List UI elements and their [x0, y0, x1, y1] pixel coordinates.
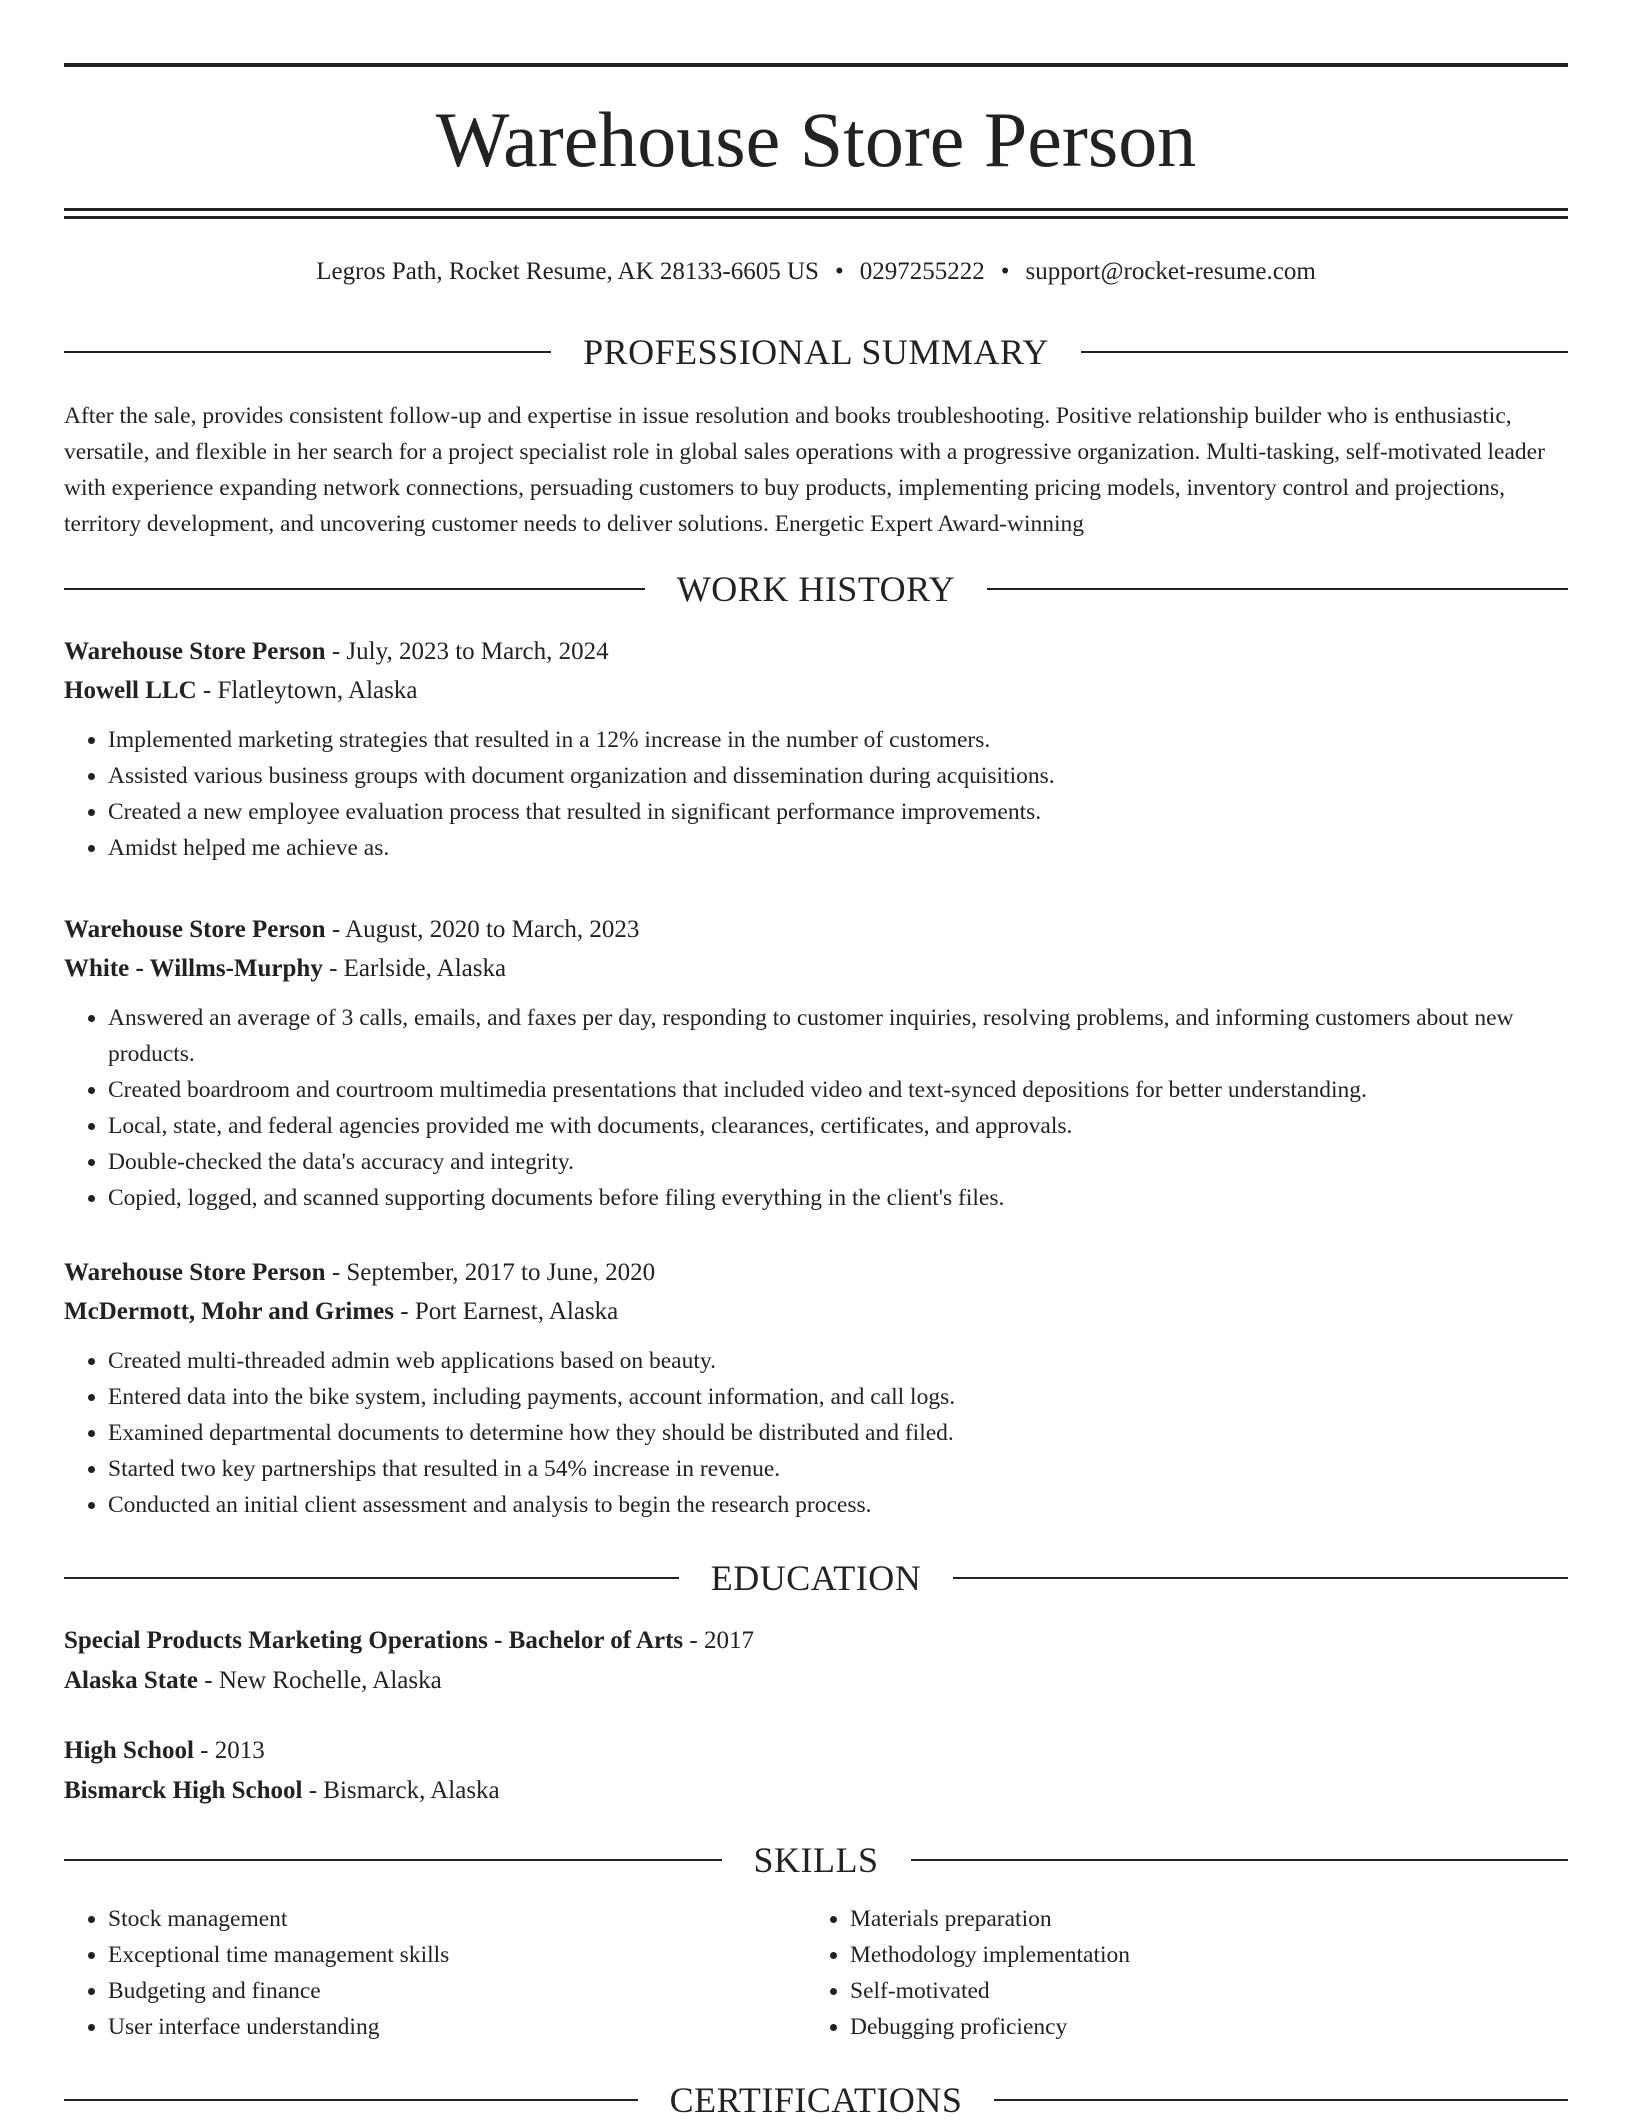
job-bullet: • Created multi-threaded admin web applications based on beauty. — [108, 1343, 1568, 1379]
skill-item: • Stock management — [108, 1901, 806, 1937]
job-bullet: • Started two key partnerships that resulted in a 54% increase in revenue. — [108, 1451, 1568, 1487]
education-school-line — [64, 1661, 1568, 1701]
job-title: Warehouse Store Person — [64, 638, 326, 665]
job-company-line — [64, 949, 1568, 988]
section-rule — [64, 588, 645, 590]
job-bullet: • Created boardroom and courtroom multimedia presentations that included video and text-synced depositions for better understanding. — [108, 1072, 1568, 1108]
job-company-line — [64, 1292, 1568, 1331]
job-bullets — [64, 1000, 1568, 1216]
title-rule-upper — [64, 208, 1568, 211]
skills-column-right — [806, 1901, 1548, 2045]
education-year: - 2013 — [193, 1737, 265, 1764]
resume-title: Warehouse Store Person — [435, 96, 1197, 183]
section-rule — [953, 1577, 1568, 1579]
section-skills — [64, 1838, 1568, 1882]
job-bullet: • Conducted an initial client assessment and analysis to begin the research process. — [108, 1487, 1568, 1523]
job-company: White - Willms-Murphy — [64, 955, 323, 982]
section-heading: EDUCATION — [710, 1558, 922, 1598]
job-location: - Flatleytown, Alaska — [196, 677, 418, 704]
education-degree-line — [64, 1731, 1568, 1771]
education-school-line — [64, 1771, 1568, 1811]
job-dates: - August, 2020 to March, 2023 — [325, 916, 640, 943]
job-company: McDermott, Mohr and Grimes — [64, 1298, 395, 1325]
job-bullet: • Answered an average of 3 calls, emails, and faxes per day, responding to customer inquiries, resolving problems, and informing customers about new products. — [108, 1000, 1568, 1072]
section-rule — [64, 351, 551, 353]
job-entry — [64, 910, 1568, 1216]
job-bullet: • Local, state, and federal agencies provided me with documents, clearances, certificates, and approvals. — [108, 1108, 1568, 1144]
job-bullet: • Examined departmental documents to determine how they should be distributed and filed. — [108, 1415, 1568, 1451]
title-rule-lower — [64, 216, 1568, 219]
education-entry — [64, 1731, 1568, 1811]
job-company-line — [64, 671, 1568, 710]
contact-line — [64, 255, 1568, 289]
contact-separator: • — [834, 258, 844, 285]
section-rule — [64, 1577, 679, 1579]
education-degree: Special Products Marketing Operations - Bachelor of Arts — [64, 1627, 684, 1654]
job-title: Warehouse Store Person — [64, 1259, 326, 1286]
section-rule — [64, 1859, 722, 1861]
section-professional-summary — [64, 330, 1568, 374]
skill-item: • Budgeting and finance — [108, 1973, 806, 2009]
job-bullet: • Implemented marketing strategies that resulted in a 12% increase in the number of customers. — [108, 722, 1568, 758]
skills-column-left — [64, 1901, 806, 2045]
job-bullet: • Copied, logged, and scanned supporting documents before filing everything in the client's files. — [108, 1180, 1568, 1216]
job-entry — [64, 632, 1568, 866]
contact-phone: 0297255222 — [859, 258, 985, 285]
section-work-history — [64, 567, 1568, 611]
section-rule — [911, 1859, 1569, 1861]
job-bullets — [64, 722, 1568, 866]
job-location: - Earlside, Alaska — [322, 955, 507, 982]
section-heading: PROFESSIONAL SUMMARY — [583, 332, 1049, 372]
job-title-line — [64, 1253, 1568, 1292]
job-company: Howell LLC — [64, 677, 197, 704]
section-rule — [987, 588, 1568, 590]
education-year: - 2017 — [683, 1627, 754, 1654]
summary-text: After the sale, provides consistent follow-up and expertise in issue resolution and books troubleshooting. Positive relationship builder who is enthusiastic, versatile, and flexible in her search for a project specialist role in global sales operations with a progressive organization. Multi-tasking, self-motivated leader with experience expanding network connections, persuading customers to buy products, implementing pricing models, inventory control and projections, territory development, and uncovering customer needs to deliver solutions. Energetic Expert Award-winning — [64, 403, 1545, 537]
job-location: - Port Earnest, Alaska — [394, 1298, 619, 1325]
section-heading: CERTIFICATIONS — [669, 2080, 963, 2120]
skill-item: • Materials preparation — [850, 1901, 1548, 1937]
contact-address: Legros Path, Rocket Resume, AK 28133-6605 US — [316, 258, 819, 285]
job-title-line — [64, 910, 1568, 949]
section-rule — [994, 2099, 1568, 2101]
section-certifications — [64, 2078, 1568, 2122]
education-location: - Bismarck, Alaska — [302, 1777, 500, 1804]
job-title-line — [64, 632, 1568, 671]
education-school: Alaska State — [64, 1667, 199, 1694]
section-rule — [64, 2099, 638, 2101]
skill-item: • Self-motivated — [850, 1973, 1548, 2009]
job-entry — [64, 1253, 1568, 1523]
section-heading: SKILLS — [753, 1840, 879, 1880]
skill-item: • Debugging proficiency — [850, 2009, 1548, 2045]
job-bullet: • Created a new employee evaluation process that resulted in significant performance improvements. — [108, 794, 1568, 830]
section-education — [64, 1556, 1568, 1600]
skill-item: • Exceptional time management skills — [108, 1937, 806, 1973]
section-heading: WORK HISTORY — [676, 569, 956, 609]
job-bullet: • Double-checked the data's accuracy and integrity. — [108, 1144, 1568, 1180]
section-rule — [1081, 351, 1568, 353]
education-entry — [64, 1621, 1568, 1701]
job-bullet: • Assisted various business groups with document organization and dissemination during acquisitions. — [108, 758, 1568, 794]
education-school: Bismarck High School — [64, 1777, 303, 1804]
job-dates: - July, 2023 to March, 2024 — [325, 638, 609, 665]
job-dates: - September, 2017 to June, 2020 — [325, 1259, 656, 1286]
contact-email: support@rocket-resume.com — [1025, 258, 1316, 285]
skill-item: • Methodology implementation — [850, 1937, 1548, 1973]
job-title: Warehouse Store Person — [64, 916, 326, 943]
job-bullet: • Entered data into the bike system, including payments, account information, and call logs. — [108, 1379, 1568, 1415]
top-rule — [64, 63, 1568, 67]
job-bullet: • Amidst helped me achieve as. — [108, 830, 1568, 866]
education-degree: High School — [64, 1737, 194, 1764]
job-bullets — [64, 1343, 1568, 1523]
skills-list — [64, 1901, 1568, 2045]
contact-separator: • — [1000, 258, 1010, 285]
education-degree-line — [64, 1621, 1568, 1661]
skill-item: • User interface understanding — [108, 2009, 806, 2045]
education-location: - New Rochelle, Alaska — [198, 1667, 442, 1694]
